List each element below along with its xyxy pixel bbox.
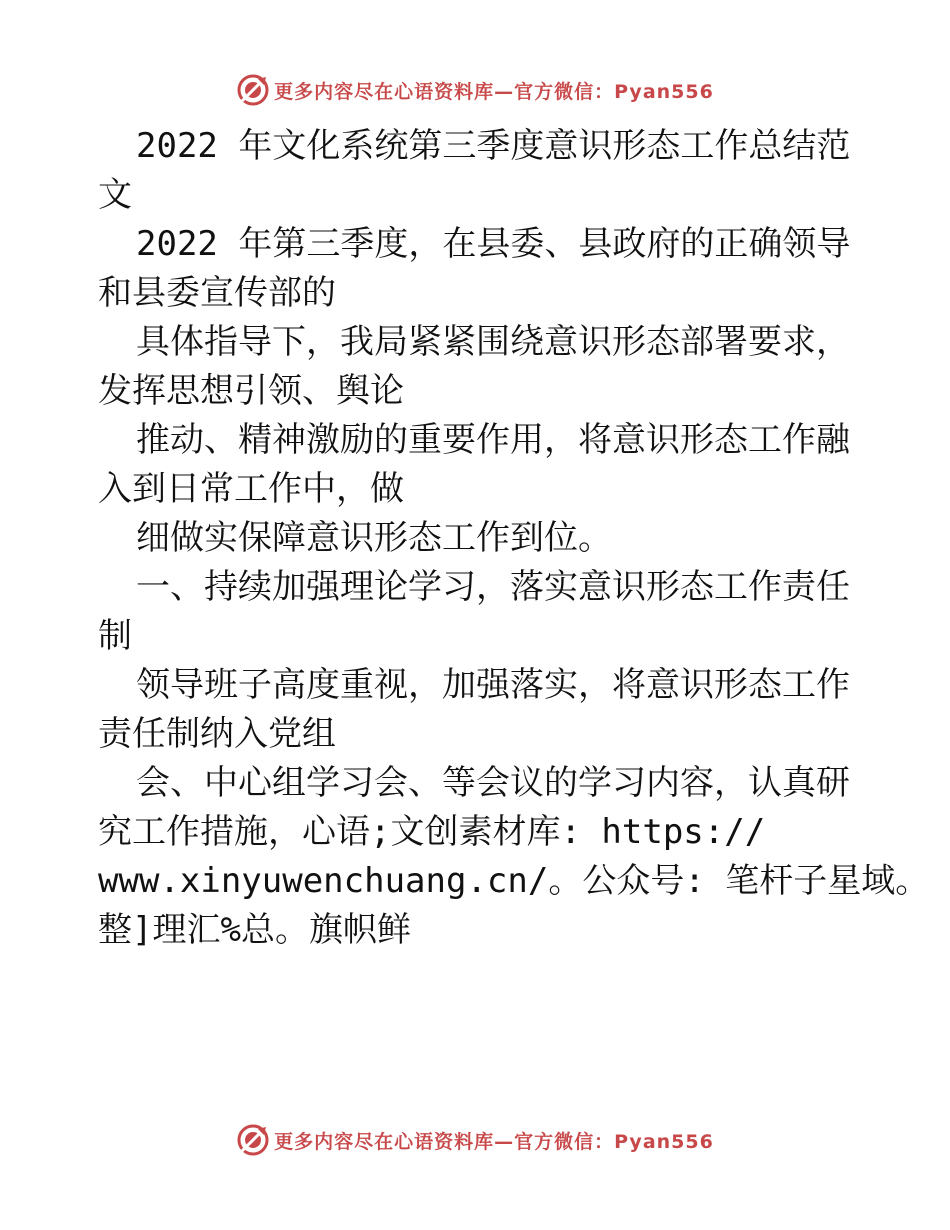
document-body xyxy=(98,118,930,951)
paragraph-line: 具体指导下，我局紧紧围绕意识形态部署要求， xyxy=(136,322,850,362)
quill-seal-icon xyxy=(236,73,270,107)
paragraph-line: 发挥思想引领、舆论 xyxy=(98,371,404,411)
section-heading-line: 一、持续加强理论学习，落实意识形态工作责任 xyxy=(136,567,850,607)
paragraph-line: www.xinyuwenchuang.cn/。公众号: 笔杆子星域。 xyxy=(98,861,930,901)
section-heading-line: 制 xyxy=(98,616,132,656)
paragraph-line: 会、中心组学习会、等会议的学习内容，认真研 xyxy=(136,763,850,803)
watermark-banner-top xyxy=(0,70,950,110)
paragraph-line: 领导班子高度重视，加强落实，将意识形态工作 xyxy=(136,665,850,705)
document-title-line-2: 文 xyxy=(98,175,132,215)
quill-seal-icon xyxy=(236,1123,270,1157)
paragraph-line: 和县委宣传部的 xyxy=(98,273,336,313)
paragraph-line: 责任制纳入党组 xyxy=(98,714,336,754)
paragraph-line: 入到日常工作中，做 xyxy=(98,469,404,509)
paragraph-line: 究工作措施，心语;文创素材库: https:// xyxy=(98,812,766,852)
paragraph-line: 整]理汇%总。旗帜鲜 xyxy=(98,910,411,950)
paragraph-line: 细做实保障意识形态工作到位。 xyxy=(136,518,612,558)
watermark-text: 更多内容尽在心语资料库—官方微信：Pyan556 xyxy=(274,80,714,103)
document-title-line-1: 2022 年文化系统第三季度意识形态工作总结范 xyxy=(136,126,851,166)
watermark-banner-bottom xyxy=(0,1120,950,1160)
watermark-text: 更多内容尽在心语资料库—官方微信：Pyan556 xyxy=(274,1130,714,1153)
paragraph-line: 2022 年第三季度，在县委、县政府的正确领导 xyxy=(136,224,851,264)
paragraph-line: 推动、精神激励的重要作用，将意识形态工作融 xyxy=(136,420,850,460)
